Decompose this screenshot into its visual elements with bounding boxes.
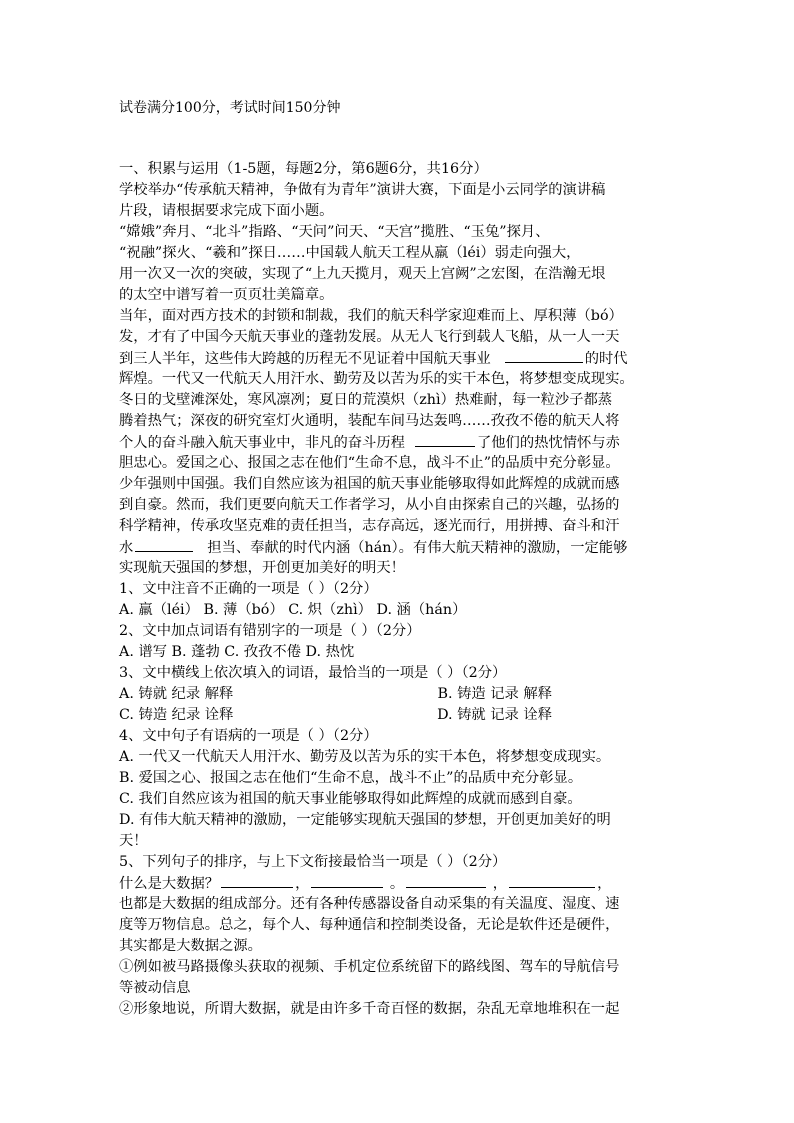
text-line: 发，才有了中国今天航天事业的蓬勃发展。从无人飞行到载人飞船，从一人一天	[119, 329, 620, 345]
question-3-options-row	[119, 705, 552, 726]
option-a: A. 一代又一代航天人用汗水、勤劳及以苦为乐的实干本色，将梦想变成现实。	[119, 749, 611, 765]
fill-blank	[311, 873, 383, 888]
question-5-intro: 什么是大数据？ ， 。 ， ，	[119, 873, 679, 894]
fill-blank	[406, 873, 486, 888]
text-line: “嫦娥”奔月、“北斗”指路、“天问”问天、“天宫”揽胜、“玉兔”探月、	[119, 224, 550, 240]
text-line: 一、积累与运用（1-5题，每题2分，第6题6分，共16分）	[119, 161, 488, 177]
text-line: 少年强则中国强。我们自然应该为祖国的航天事业能够取得如此辉煌的成就而感	[119, 476, 620, 492]
option-d-cont: 天！	[119, 833, 148, 849]
text-line: 胆忠心。爱国之心、报国之志在他们“生命不息，战斗不止”的品质中充分彰显。	[119, 455, 620, 471]
question-5: 5、下列句子的排序，与上下文衔接最恰当一项是（ ）（2分）	[119, 854, 507, 870]
option-b: B. 铸造 记录 解释	[437, 686, 552, 702]
text-segment: 担当、奉献的时代内涵（hán）。有伟大航天精神的激励，一定能够	[207, 540, 628, 556]
sentence-1-cont: 等被动信息	[119, 980, 191, 996]
text-segment: 的时代	[584, 351, 628, 367]
question-2: 2、文中加点词语有错别字的一项是（ ）（2分）	[119, 623, 421, 639]
text-line-with-blank	[119, 537, 679, 558]
option-a: A. 铸就 纪录 解释	[119, 686, 234, 702]
text-segment: 水	[119, 540, 134, 556]
text-line: 科学精神，传承攻坚克难的责任担当，志存高远，逐光而行，用拼搏、奋斗和汗	[119, 518, 620, 534]
question-1: 1、文中注音不正确的一项是（ ）（2分）	[119, 581, 378, 597]
text-line: “祝融”探火、“羲和”探日……中国载人航天工程从羸（léi）弱走向强大，	[119, 245, 581, 261]
fill-blank	[509, 873, 595, 888]
option-c: C. 铸造 纪录 诠释	[119, 707, 234, 723]
fill-blank-2	[415, 432, 475, 447]
text-line: 其实都是大数据之源。	[119, 938, 262, 954]
text-line: 的太空中谱写着一页页壮美篇章。	[119, 287, 334, 303]
text-line: 度等万物信息。总之，每个人、每种通信和控制类设备，无论是软件还是硬件，	[119, 917, 620, 933]
option-b: B. 爱国之心、报国之志在他们“生命不息，战斗不止”的品质中充分彰显。	[119, 770, 583, 786]
text-line: 当年，面对西方技术的封锁和制裁，我们的航天科学家迎难而上、厚积薄（bó）	[119, 308, 623, 324]
exam-info: 试卷满分100分，考试时间150分钟	[119, 100, 341, 116]
question-2-options: A. 谱写 B. 蓬勃 C. 孜孜不倦 D. 热忱	[119, 644, 355, 660]
fill-blank	[221, 873, 293, 888]
sentence-1: ①例如被马路摄像头获取的视频、手机定位系统留下的路线图、驾车的导航信号	[119, 959, 620, 975]
option-d: D. 有伟大航天精神的激励，一定能够实现航天强国的梦想，开创更加美好的明	[119, 812, 611, 828]
text-line: 到自豪。然而，我们更要向航天工作者学习，从小自由探索自己的兴趣，弘扬的	[119, 497, 620, 513]
text-segment: 什么是大数据？	[119, 876, 220, 892]
text-line: 也都是大数据的组成部分。还有各种传感器设备自动采集的有关温度、湿度、速	[119, 896, 620, 912]
option-d: D. 铸就 记录 诠释	[437, 707, 552, 723]
text-line: 学校举办“传承航天精神，争做有为青年”演讲大赛，下面是小云同学的演讲稿	[119, 182, 606, 198]
text-segment: 了他们的热忱情怀与赤	[476, 435, 620, 451]
section-one	[119, 159, 679, 1020]
text-line: 片段，请根据要求完成下面小题。	[119, 203, 334, 219]
text-segment: 个人的奋斗融入航天事业中，非凡的奋斗历程	[119, 435, 405, 451]
question-3: 3、文中横线上依次填入的词语，最恰当的一项是（ ）（2分）	[119, 665, 507, 681]
text-line: 冬日的戈壁滩深处，寒风凛冽；夏日的荒漠炽（zhì）热难耐，每一粒沙子都蒸	[119, 392, 613, 408]
question-3-options-row	[119, 684, 552, 705]
text-line-with-blank	[119, 348, 679, 369]
fill-blank-3	[135, 537, 193, 552]
text-line: 用一次又一次的突破，实现了“上九天揽月，观天上宫阙”之宏图，在浩瀚无垠	[119, 266, 606, 282]
text-line: 辉煌。一代又一代航天人用汗水、勤劳及以苦为乐的实干本色，将梦想变成现实。	[119, 371, 634, 387]
fill-blank-1	[505, 348, 583, 363]
sentence-2: ②形象地说，所谓大数据，就是由许多千奇百怪的数据，杂乱无章地堆积在一起	[119, 1001, 620, 1017]
question-4: 4、文中句子有语病的一项是（ ）（2分）	[119, 728, 378, 744]
text-line: 实现航天强国的梦想，开创更加美好的明天！	[119, 560, 405, 576]
option-c: C. 我们自然应该为祖国的航天事业能够取得如此辉煌的成就而感到自豪。	[119, 791, 582, 807]
question-1-options: A. 羸（léi） B. 薄（bó） C. 炽（zhì） D. 涵（hán）	[119, 602, 467, 618]
text-line-with-blank	[119, 432, 679, 453]
text-line: 腾着热气；深夜的研究室灯火通明，装配车间马达轰鸣……孜孜不倦的航天人将	[119, 413, 620, 429]
text-segment: 到三人半年，这些伟大跨越的历程无不见证着中国航天事业	[119, 351, 491, 367]
